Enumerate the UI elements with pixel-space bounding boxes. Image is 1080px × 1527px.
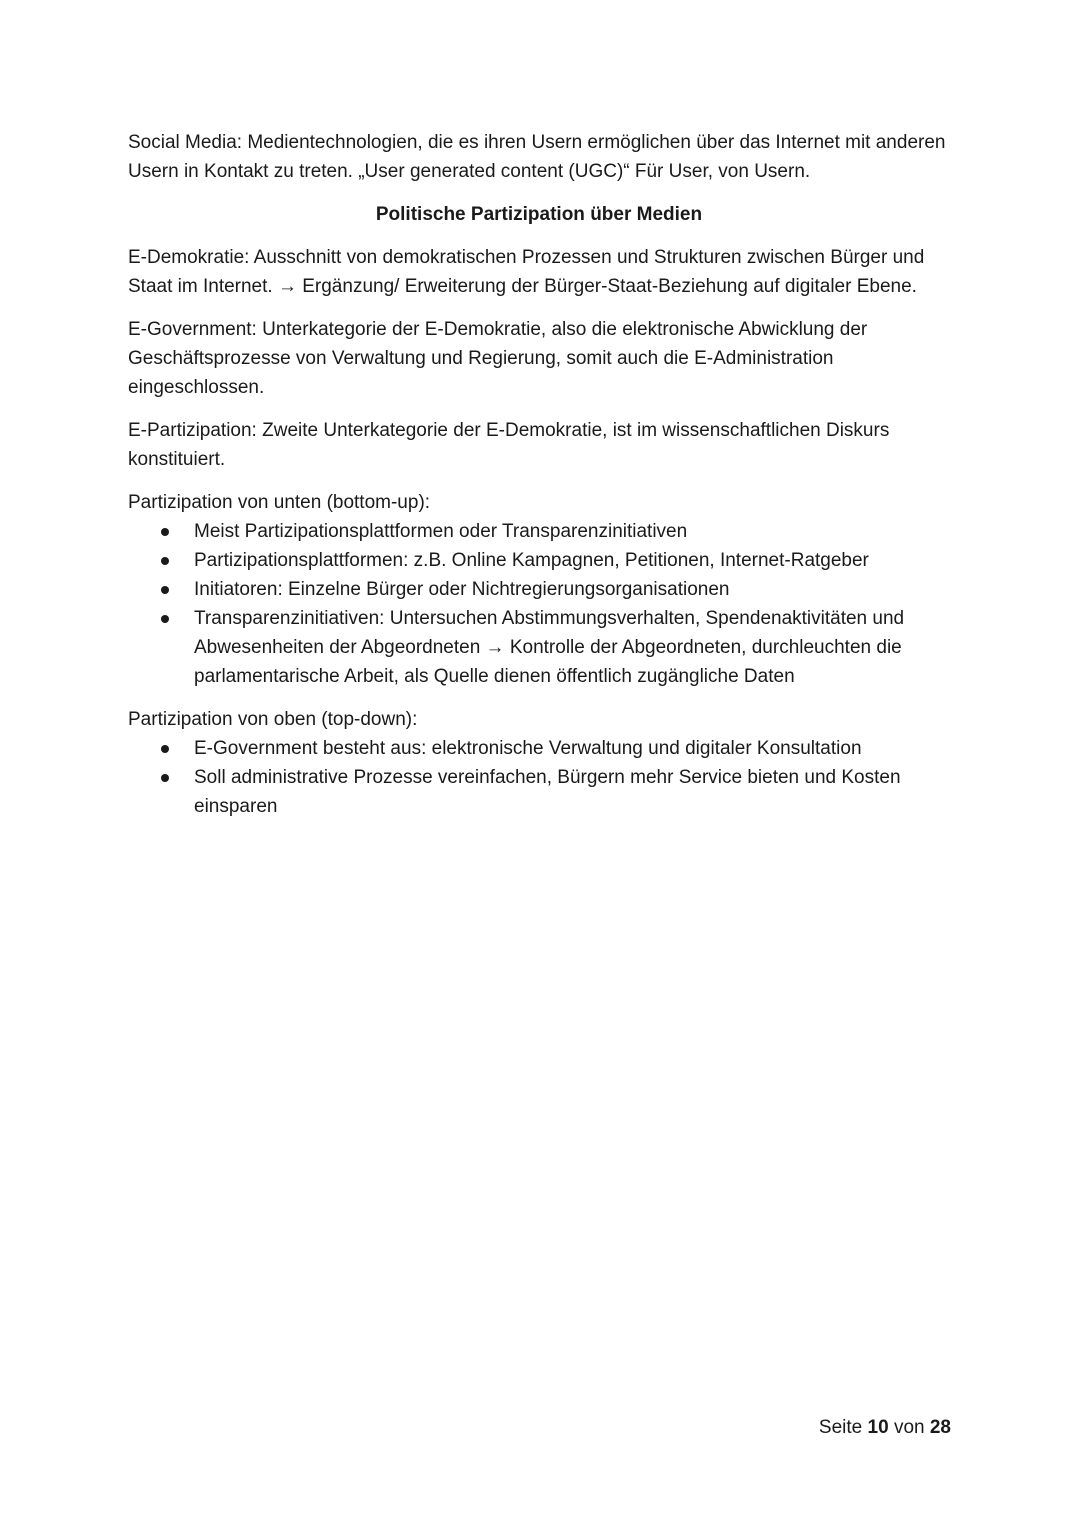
page-separator: von: [893, 1417, 925, 1438]
paragraph-social-media: Social Media: Medientechnologien, die es ihren Usern ermöglichen über das Internet mit anderen Usern in Kontakt zu treten. „User generated content (UGC)“ Für User, von Usern.: [128, 132, 946, 182]
page-number-footer: [819, 1413, 951, 1442]
bottom-up-label: Partizipation von unten (bottom-up):: [128, 492, 431, 513]
bullet-icon: [161, 586, 169, 594]
paragraph-e-government: E-Government: Unterkategorie der E-Demokratie, also die elektronische Abwicklung der Geschäftsprozesse von Verwaltung und Regierung, somit auch die E-Administration eingeschlossen.: [128, 319, 868, 398]
bullet-icon: [161, 615, 169, 623]
top-down-label: Partizipation von oben (top-down):: [128, 709, 418, 730]
total-page-number: 28: [929, 1417, 951, 1438]
bottom-up-list: [128, 517, 958, 691]
list-item-text: Meist Partizipationsplattformen oder Transparenzinitiativen: [194, 521, 688, 542]
list-item: [128, 517, 958, 546]
list-item: [128, 763, 958, 821]
top-down-list: [128, 734, 958, 821]
paragraph-e-demokratie: E-Demokratie: Ausschnitt von demokratischen Prozessen und Strukturen zwischen Bürger und Staat im Internet. → Ergänzung/ Erweiterung der Bürger-Staat-Beziehung auf digitaler Ebene.: [128, 247, 925, 297]
bullet-icon: [161, 557, 169, 565]
list-item-text: Initiatoren: Einzelne Bürger oder Nichtregierungsorganisationen: [194, 579, 730, 600]
paragraph-e-partizipation: E-Partizipation: Zweite Unterkategorie der E-Demokratie, ist im wissenschaftlichen Diskurs konstituiert.: [128, 420, 890, 470]
bullet-icon: [161, 745, 169, 753]
list-item: [128, 604, 958, 691]
document-body: [128, 128, 958, 835]
list-item-text: Soll administrative Prozesse vereinfachen, Bürgern mehr Service bieten und Kosten einsparen: [194, 767, 901, 817]
bullet-icon: [161, 774, 169, 782]
list-item: [128, 575, 958, 604]
section-heading: Politische Partizipation über Medien: [375, 204, 703, 225]
list-item-text: Partizipationsplattformen: z.B. Online Kampagnen, Petitionen, Internet-Ratgeber: [194, 550, 869, 571]
list-item-text: Transparenzinitiativen: Untersuchen Abstimmungsverhalten, Spendenaktivitäten und Abwesenheiten der Abgeordneten → Kontrolle der Abgeordneten, durchleuchten die parlamentarische Arbeit, als Quelle dienen öffentlich zugängliche Daten: [194, 608, 905, 687]
list-item: [128, 546, 958, 575]
list-item-text: E-Government besteht aus: elektronische Verwaltung und digitaler Konsultation: [194, 738, 862, 759]
page-label: Seite: [818, 1417, 863, 1438]
list-item: [128, 734, 958, 763]
bullet-icon: [161, 528, 169, 536]
current-page-number: 10: [867, 1417, 889, 1438]
